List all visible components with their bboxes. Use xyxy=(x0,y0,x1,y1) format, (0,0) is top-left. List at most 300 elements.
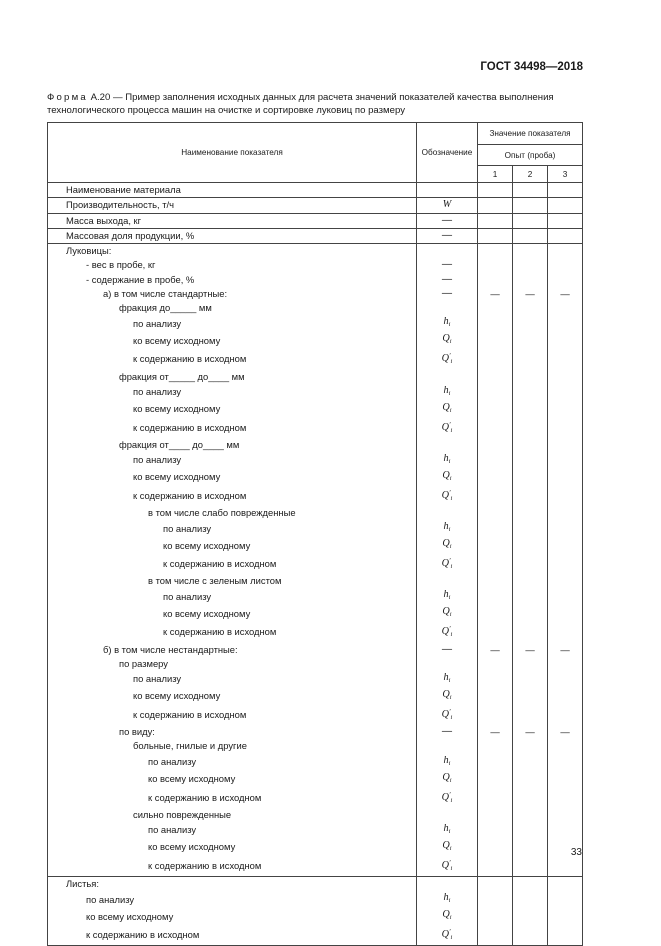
indicator-symbol xyxy=(417,301,478,315)
trial-1-value: — xyxy=(478,725,513,739)
trial-3-value xyxy=(548,213,583,228)
trial-1-value xyxy=(478,301,513,315)
trial-1-value xyxy=(478,605,513,622)
table-row xyxy=(48,822,583,839)
trial-3-value xyxy=(548,384,583,401)
indicator-name: Масса выхода, кг xyxy=(48,213,417,228)
indicator-name: по анализу xyxy=(48,891,417,908)
trial-3-value xyxy=(548,771,583,788)
trial-2-value xyxy=(513,228,548,243)
trial-3-value xyxy=(548,258,583,272)
table-row xyxy=(48,739,583,753)
trial-1-value xyxy=(478,469,513,486)
trial-2-value xyxy=(513,438,548,452)
indicator-symbol xyxy=(417,506,478,520)
trial-2-value: — xyxy=(513,642,548,656)
trial-1-value xyxy=(478,213,513,228)
trial-1-value xyxy=(478,856,513,877)
trial-1-value xyxy=(478,273,513,287)
trial-1-value xyxy=(478,657,513,671)
trial-3-value xyxy=(548,554,583,574)
trial-3-value xyxy=(548,315,583,332)
trial-3-value xyxy=(548,273,583,287)
table-row xyxy=(48,891,583,908)
symbol-base: h xyxy=(443,589,449,601)
indicator-name: фракция от_____ до____ мм xyxy=(48,369,417,383)
symbol-base: h xyxy=(443,822,449,834)
indicator-symbol: $h_i$ xyxy=(417,754,478,771)
trial-3-value xyxy=(548,822,583,839)
table-row xyxy=(48,384,583,401)
indicator-symbol: $Q'_i$ xyxy=(417,486,478,506)
trial-3-value xyxy=(548,876,583,891)
indicator-name: к содержанию в исходном xyxy=(48,622,417,642)
table-row xyxy=(48,183,583,198)
table-row xyxy=(48,574,583,588)
trial-3-value xyxy=(548,198,583,213)
indicator-name: в том числе слабо поврежденные xyxy=(48,506,417,520)
indicator-name: по анализу xyxy=(48,588,417,605)
indicator-symbol xyxy=(417,876,478,891)
trial-3-value xyxy=(548,469,583,486)
caption-line2: технологического процесса машин на очистке и сортировке луковиц по размеру xyxy=(47,104,405,116)
trial-2-value xyxy=(513,891,548,908)
symbol-base: h xyxy=(443,452,449,464)
trial-1-value xyxy=(478,438,513,452)
caption-line1: А.20 — Пример заполнения исходных данных для расчета значений показателей качества выполнения xyxy=(87,92,554,103)
symbol-base: Q xyxy=(442,839,450,851)
trial-2-value xyxy=(513,183,548,198)
caption-form-word: Форма xyxy=(47,92,88,103)
trial-1-value xyxy=(478,452,513,469)
table-row xyxy=(48,925,583,946)
table-row xyxy=(48,198,583,213)
indicator-symbol: — xyxy=(417,725,478,739)
table-row xyxy=(48,213,583,228)
indicator-name: ко всему исходному xyxy=(48,401,417,418)
symbol-base: Q xyxy=(442,909,450,921)
trial-1-value xyxy=(478,315,513,332)
table-row xyxy=(48,452,583,469)
table-row xyxy=(48,688,583,705)
trial-3-value xyxy=(548,925,583,946)
table-header xyxy=(48,123,583,183)
indicator-symbol: $Q_i$ xyxy=(417,908,478,925)
header-col-2: 2 xyxy=(513,166,548,183)
trial-2-value xyxy=(513,198,548,213)
trial-2-value xyxy=(513,452,548,469)
trial-1-value xyxy=(478,554,513,574)
trial-3-value xyxy=(548,486,583,506)
trial-1-value xyxy=(478,228,513,243)
indicator-symbol: $Q'_i$ xyxy=(417,788,478,808)
header-indicator-name: Наименование показателя xyxy=(48,123,417,183)
indicator-name: по анализу xyxy=(48,315,417,332)
trial-3-value: — xyxy=(548,287,583,301)
trial-3-value xyxy=(548,788,583,808)
trial-3-value xyxy=(548,739,583,753)
trial-2-value xyxy=(513,384,548,401)
trial-1-value xyxy=(478,705,513,725)
trial-2-value xyxy=(513,244,548,259)
symbol-base: Q xyxy=(442,606,450,618)
indicator-name: сильно поврежденные xyxy=(48,808,417,822)
trial-3-value xyxy=(548,688,583,705)
trial-1-value xyxy=(478,258,513,272)
indicator-symbol: — xyxy=(417,642,478,656)
table-row xyxy=(48,332,583,349)
trial-2-value xyxy=(513,808,548,822)
table-row xyxy=(48,537,583,554)
table-row xyxy=(48,349,583,369)
indicator-name: в том числе с зеленым листом xyxy=(48,574,417,588)
table-row xyxy=(48,486,583,506)
table-row xyxy=(48,315,583,332)
symbol-base: Q xyxy=(442,771,450,783)
trial-1-value xyxy=(478,891,513,908)
trial-1-value xyxy=(478,332,513,349)
trial-2-value xyxy=(513,771,548,788)
indicator-name: к содержанию в исходном xyxy=(48,705,417,725)
indicator-symbol: $h_i$ xyxy=(417,671,478,688)
trial-1-value xyxy=(478,384,513,401)
indicator-symbol: $Q_i$ xyxy=(417,469,478,486)
indicator-symbol: $Q'_i$ xyxy=(417,418,478,438)
indicator-name: Листья: xyxy=(48,876,417,891)
indicator-name: больные, гнилые и другие xyxy=(48,739,417,753)
indicator-name: по размеру xyxy=(48,657,417,671)
indicator-symbol: $h_i$ xyxy=(417,452,478,469)
indicator-name: б) в том числе нестандартные: xyxy=(48,642,417,656)
trial-3-value xyxy=(548,228,583,243)
indicator-symbol: $Q_i$ xyxy=(417,688,478,705)
indicator-symbol: $Q'_i$ xyxy=(417,622,478,642)
trial-3-value xyxy=(548,537,583,554)
trial-2-value xyxy=(513,839,548,856)
table-row xyxy=(48,671,583,688)
indicator-name: - вес в пробе, кг xyxy=(48,258,417,272)
table-row xyxy=(48,401,583,418)
trial-3-value xyxy=(548,605,583,622)
form-caption xyxy=(47,92,587,117)
trial-1-value xyxy=(478,771,513,788)
trial-2-value xyxy=(513,213,548,228)
indicator-name: ко всему исходному xyxy=(48,839,417,856)
trial-2-value xyxy=(513,554,548,574)
trial-2-value xyxy=(513,332,548,349)
trial-3-value xyxy=(548,438,583,452)
table-row xyxy=(48,369,583,383)
indicator-name: а) в том числе стандартные: xyxy=(48,287,417,301)
trial-2-value xyxy=(513,588,548,605)
table-row xyxy=(48,788,583,808)
indicator-symbol: $Q'_i$ xyxy=(417,925,478,946)
trial-3-value xyxy=(548,301,583,315)
trial-2-value xyxy=(513,369,548,383)
trial-3-value xyxy=(548,705,583,725)
indicator-name: Луковицы: xyxy=(48,244,417,259)
table-row xyxy=(48,418,583,438)
table-row xyxy=(48,808,583,822)
trial-3-value xyxy=(548,574,583,588)
indicator-symbol: — xyxy=(417,228,478,243)
indicator-name: по анализу xyxy=(48,754,417,771)
table-row xyxy=(48,588,583,605)
trial-2-value xyxy=(513,822,548,839)
indicator-name: ко всему исходному xyxy=(48,605,417,622)
trial-2-value xyxy=(513,258,548,272)
table-row xyxy=(48,554,583,574)
indicator-symbol: $h_i$ xyxy=(417,520,478,537)
trial-1-value xyxy=(478,622,513,642)
trial-2-value xyxy=(513,657,548,671)
indicator-symbol: — xyxy=(417,273,478,287)
trial-3-value xyxy=(548,622,583,642)
table-row xyxy=(48,657,583,671)
table-row xyxy=(48,908,583,925)
trial-3-value xyxy=(548,418,583,438)
indicator-symbol: $Q'_i$ xyxy=(417,554,478,574)
trial-2-value xyxy=(513,469,548,486)
trial-1-value xyxy=(478,788,513,808)
indicator-name: фракция от____ до____ мм xyxy=(48,438,417,452)
table-row xyxy=(48,469,583,486)
table-row xyxy=(48,244,583,259)
indicator-name: - содержание в пробе, % xyxy=(48,273,417,287)
indicator-symbol: $h_i$ xyxy=(417,891,478,908)
indicator-name: к содержанию в исходном xyxy=(48,554,417,574)
trial-1-value xyxy=(478,925,513,946)
symbol-base: h xyxy=(443,316,449,328)
indicator-symbol xyxy=(417,739,478,753)
symbol-base: Q xyxy=(441,489,449,501)
table-row xyxy=(48,301,583,315)
symbol-base: Q xyxy=(441,791,449,803)
trial-3-value xyxy=(548,332,583,349)
trial-1-value xyxy=(478,537,513,554)
indicator-name: к содержанию в исходном xyxy=(48,486,417,506)
trial-2-value xyxy=(513,788,548,808)
trial-2-value xyxy=(513,622,548,642)
table-row xyxy=(48,839,583,856)
trial-2-value xyxy=(513,401,548,418)
symbol-base: Q xyxy=(441,421,449,433)
indicator-symbol: — xyxy=(417,287,478,301)
symbol-base: Q xyxy=(441,929,449,941)
trial-1-value xyxy=(478,754,513,771)
trial-2-value xyxy=(513,315,548,332)
table-row xyxy=(48,520,583,537)
trial-3-value: — xyxy=(548,725,583,739)
trial-2-value xyxy=(513,574,548,588)
indicator-name: Массовая доля продукции, % xyxy=(48,228,417,243)
header-col-3: 3 xyxy=(548,166,583,183)
trial-3-value xyxy=(548,520,583,537)
symbol-base: h xyxy=(443,384,449,396)
indicator-symbol: $h_i$ xyxy=(417,315,478,332)
indicator-symbol xyxy=(417,574,478,588)
table-row xyxy=(48,876,583,891)
trial-1-value xyxy=(478,486,513,506)
document-code: ГОСТ 34498—2018 xyxy=(480,61,583,73)
indicator-symbol xyxy=(417,369,478,383)
trial-2-value xyxy=(513,273,548,287)
trial-2-value xyxy=(513,925,548,946)
indicator-symbol: $Q_i$ xyxy=(417,332,478,349)
indicator-symbol: — xyxy=(417,213,478,228)
trial-3-value xyxy=(548,452,583,469)
trial-1-value xyxy=(478,876,513,891)
table-row xyxy=(48,228,583,243)
indicator-name: к содержанию в исходном xyxy=(48,925,417,946)
indicator-symbol: $Q_i$ xyxy=(417,771,478,788)
symbol-base: h xyxy=(443,754,449,766)
trial-1-value xyxy=(478,369,513,383)
trial-1-value xyxy=(478,839,513,856)
table-row xyxy=(48,605,583,622)
indicator-symbol: $Q_i$ xyxy=(417,839,478,856)
symbol-base: W xyxy=(442,199,452,211)
table-row xyxy=(48,506,583,520)
trial-1-value xyxy=(478,739,513,753)
header-value: Значение показателя xyxy=(478,123,583,145)
indicator-name: ко всему исходному xyxy=(48,688,417,705)
trial-3-value xyxy=(548,808,583,822)
table-row xyxy=(48,771,583,788)
indicator-symbol: $Q'_i$ xyxy=(417,705,478,725)
table-row xyxy=(48,622,583,642)
indicator-name: по анализу xyxy=(48,452,417,469)
indicator-symbol xyxy=(417,183,478,198)
symbol-base: h xyxy=(443,521,449,533)
indicator-symbol xyxy=(417,244,478,259)
trial-2-value xyxy=(513,605,548,622)
symbol-base: Q xyxy=(442,333,450,345)
trial-2-value: — xyxy=(513,725,548,739)
indicator-symbol: $h_i$ xyxy=(417,588,478,605)
trial-1-value xyxy=(478,244,513,259)
symbol-base: Q xyxy=(441,353,449,365)
indicator-name: Наименование материала xyxy=(48,183,417,198)
indicators-table xyxy=(47,122,583,946)
page-number: 33 xyxy=(570,847,582,858)
table-row xyxy=(48,754,583,771)
trial-2-value xyxy=(513,876,548,891)
trial-3-value xyxy=(548,401,583,418)
trial-3-value: — xyxy=(548,642,583,656)
indicator-name: ко всему исходному xyxy=(48,908,417,925)
trial-3-value xyxy=(548,891,583,908)
table-row xyxy=(48,725,583,739)
table-row xyxy=(48,287,583,301)
indicator-name: по анализу xyxy=(48,384,417,401)
trial-2-value xyxy=(513,705,548,725)
trial-2-value xyxy=(513,688,548,705)
table-row xyxy=(48,705,583,725)
trial-3-value xyxy=(548,856,583,877)
indicator-name: к содержанию в исходном xyxy=(48,788,417,808)
trial-3-value xyxy=(548,506,583,520)
indicator-symbol: $h_i$ xyxy=(417,822,478,839)
indicator-symbol xyxy=(417,438,478,452)
indicator-symbol: $Q_i$ xyxy=(417,401,478,418)
trial-3-value xyxy=(548,657,583,671)
indicator-name: по анализу xyxy=(48,520,417,537)
trial-1-value xyxy=(478,574,513,588)
trial-3-value xyxy=(548,908,583,925)
trial-2-value xyxy=(513,754,548,771)
indicator-name: ко всему исходному xyxy=(48,537,417,554)
table-body xyxy=(48,183,583,946)
indicator-symbol: $Q'_i$ xyxy=(417,349,478,369)
indicator-symbol: — xyxy=(417,258,478,272)
trial-3-value xyxy=(548,183,583,198)
trial-2-value xyxy=(513,537,548,554)
indicator-name: по анализу xyxy=(48,671,417,688)
trial-1-value xyxy=(478,822,513,839)
trial-2-value xyxy=(513,739,548,753)
table-row xyxy=(48,258,583,272)
indicator-name: ко всему исходному xyxy=(48,771,417,788)
trial-2-value xyxy=(513,856,548,877)
trial-1-value xyxy=(478,418,513,438)
header-col-1: 1 xyxy=(478,166,513,183)
indicator-name: к содержанию в исходном xyxy=(48,349,417,369)
indicator-name: к содержанию в исходном xyxy=(48,418,417,438)
trial-1-value xyxy=(478,506,513,520)
trial-2-value xyxy=(513,908,548,925)
trial-3-value xyxy=(548,754,583,771)
trial-2-value: — xyxy=(513,287,548,301)
indicator-name: по анализу xyxy=(48,822,417,839)
symbol-base: Q xyxy=(441,558,449,570)
trial-1-value xyxy=(478,520,513,537)
trial-3-value xyxy=(548,349,583,369)
table-row xyxy=(48,856,583,877)
symbol-base: h xyxy=(443,892,449,904)
symbol-base: Q xyxy=(442,538,450,550)
trial-3-value xyxy=(548,244,583,259)
trial-2-value xyxy=(513,520,548,537)
header-trial: Опыт (проба) xyxy=(478,145,583,166)
table-row xyxy=(48,273,583,287)
indicator-symbol xyxy=(417,657,478,671)
trial-1-value: — xyxy=(478,287,513,301)
trial-1-value xyxy=(478,401,513,418)
trial-1-value xyxy=(478,908,513,925)
table-row xyxy=(48,438,583,452)
trial-1-value xyxy=(478,349,513,369)
trial-1-value xyxy=(478,808,513,822)
trial-2-value xyxy=(513,671,548,688)
trial-3-value xyxy=(548,588,583,605)
indicator-name: фракция до_____ мм xyxy=(48,301,417,315)
table-row xyxy=(48,642,583,656)
indicator-name: Производительность, т/ч xyxy=(48,198,417,213)
symbol-base: Q xyxy=(441,859,449,871)
trial-2-value xyxy=(513,349,548,369)
trial-2-value xyxy=(513,506,548,520)
symbol-base: Q xyxy=(441,708,449,720)
indicator-name: ко всему исходному xyxy=(48,332,417,349)
trial-1-value xyxy=(478,588,513,605)
trial-2-value xyxy=(513,418,548,438)
trial-3-value xyxy=(548,671,583,688)
symbol-base: Q xyxy=(441,626,449,638)
indicator-symbol: $Q_i$ xyxy=(417,537,478,554)
indicator-name: по виду: xyxy=(48,725,417,739)
trial-1-value xyxy=(478,671,513,688)
